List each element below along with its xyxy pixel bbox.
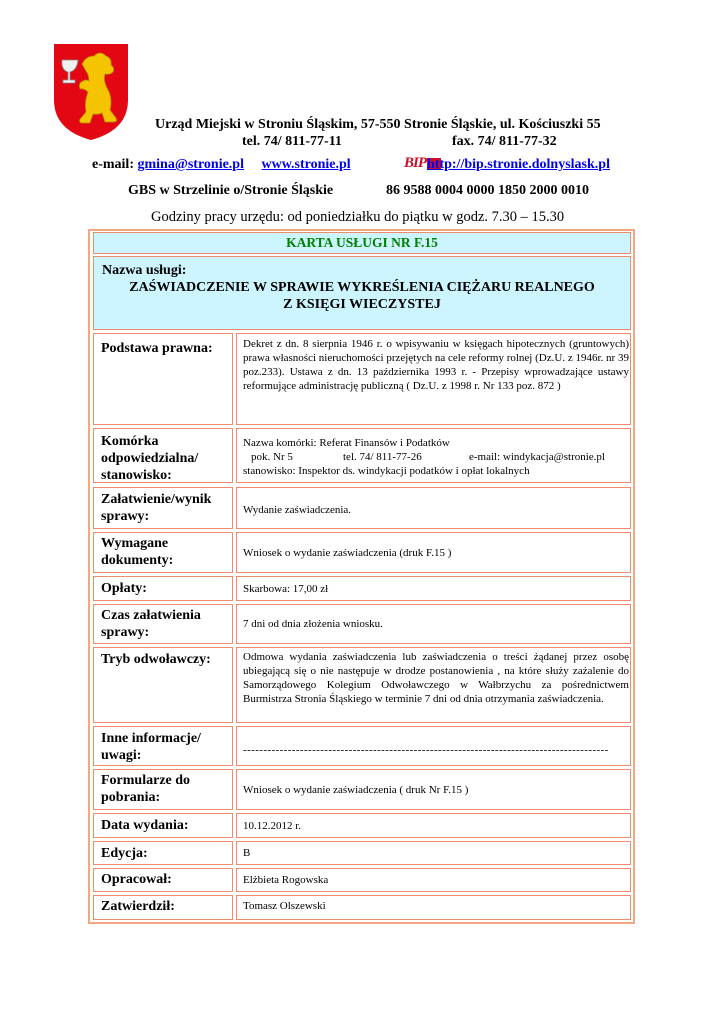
edition-value-cell: [236, 841, 631, 865]
service-name-box: [93, 256, 631, 330]
approved-value: Tomasz Olszewski: [243, 900, 326, 912]
fees-value: Skarbowa: 17,00 zł: [243, 583, 329, 595]
office-tel: tel. 74/ 811-77-11: [242, 134, 342, 149]
office-fax: fax. 74/ 811-77-32: [452, 134, 557, 149]
prepared-label: Opracował:: [101, 872, 172, 887]
result-label: Załatwienie/wynik sprawy:: [101, 492, 212, 524]
email-label: e-mail:: [92, 157, 134, 172]
email-link[interactable]: gmina@stronie.pl: [137, 157, 244, 172]
bank-account: 86 9588 0004 0000 1850 2000 0010: [386, 183, 589, 198]
edition-value: B: [243, 847, 251, 859]
coat-of-arms-icon: [52, 42, 130, 142]
office-address: Urząd Miejski w Stroniu Śląskim, 57-550 Stronie Śląskie, ul. Kościuszki 55: [155, 117, 601, 132]
card-title: KARTA USŁUGI NR F.15: [93, 232, 631, 254]
other-value: ------------------------------------------------------------------------------------------: [243, 744, 609, 756]
bip-link[interactable]: http://bip.stronie.dolnyslask.pl: [427, 157, 610, 172]
unit-label: Komórka odpowiedzialna/ stanowisko:: [101, 434, 199, 483]
fees-label: Opłaty:: [101, 581, 147, 596]
office-hours: Godziny pracy urzędu: od poniedziałku do piątku w godz. 7.30 – 15.30: [151, 209, 565, 225]
legal-value: Dekret z dn. 8 sierpnia 1946 r. o wpisywaniu w księgach hipotecznych (gruntowych) prawa własności nieruchomości przejętych na cele reformy rolnej (Dz.U. z 1946r. nr 39 poz.233). Ustawa z dn. 13 października 1993 r. - Przepisy wprowadzające ustawy reformujące administrację publiczną ( Dz.U. z 1998 r. Nr 133 poz. 872 ): [243, 338, 629, 392]
service-name: ZAŚWIADCZENIE W SPRAWIE WYKREŚLENIA CIĘŻARU REALNEGO Z KSIĘGI WIECZYSTEJ: [129, 280, 595, 312]
docs-label: Wymagane dokumenty:: [101, 536, 174, 568]
date-value: 10.12.2012 r.: [243, 820, 302, 832]
service-label: Nazwa usługi:: [102, 263, 187, 278]
time-value: 7 dni od dnia złożenia wniosku.: [243, 618, 383, 630]
contact-line: [92, 155, 610, 173]
forms-label: Formularze do pobrania:: [101, 773, 191, 805]
unit-value: Nazwa komórki: Referat Finansów i Podatków pok. Nr 5 tel. 74/ 811-77-26 e-mail: windykacja@stronie.pl stanowisko: Inspektor ds. windykacji podatków i opłat lokalnych: [243, 437, 605, 477]
time-label: Czas załatwienia sprawy:: [101, 608, 201, 640]
legal-label: Podstawa prawna:: [101, 341, 213, 356]
appeal-value: Odmowa wydania zaświadczenia lub zaświadczenia o treści żądanej przez osobę ubiegającą się o nie następuje w drodze postanowienia , na które służy zażalenie do Samorządowego Kolegium Odwoławczego w Wałbrzychu za pośrednictwem Burmistrza Stronia Śląskiego w terminie 7 dni od dnia otrzymania zaświadczenia.: [243, 651, 629, 705]
bank-name: GBS w Strzelinie o/Stronie Śląskie: [128, 183, 334, 198]
www-link[interactable]: www.stronie.pl: [261, 157, 351, 172]
office-phones: [242, 134, 557, 150]
prepared-value: Elżbieta Rogowska: [243, 874, 329, 886]
other-label: Inne informacje/ uwagi:: [101, 731, 201, 763]
date-label: Data wydania:: [101, 818, 189, 833]
bank-line: [128, 183, 589, 199]
edition-label: Edycja:: [101, 846, 148, 861]
appeal-label: Tryb odwoławczy:: [101, 652, 211, 667]
approved-label: Zatwierdził:: [101, 899, 175, 914]
forms-value: Wniosek o wydanie zaświadczenia ( druk Nr F.15 ): [243, 784, 469, 796]
docs-value: Wniosek o wydanie zaświadczenia (druk F.15 ): [243, 547, 452, 559]
result-value: Wydanie zaświadczenia.: [243, 504, 352, 516]
bip-logo-icon: BIP: [404, 155, 441, 172]
